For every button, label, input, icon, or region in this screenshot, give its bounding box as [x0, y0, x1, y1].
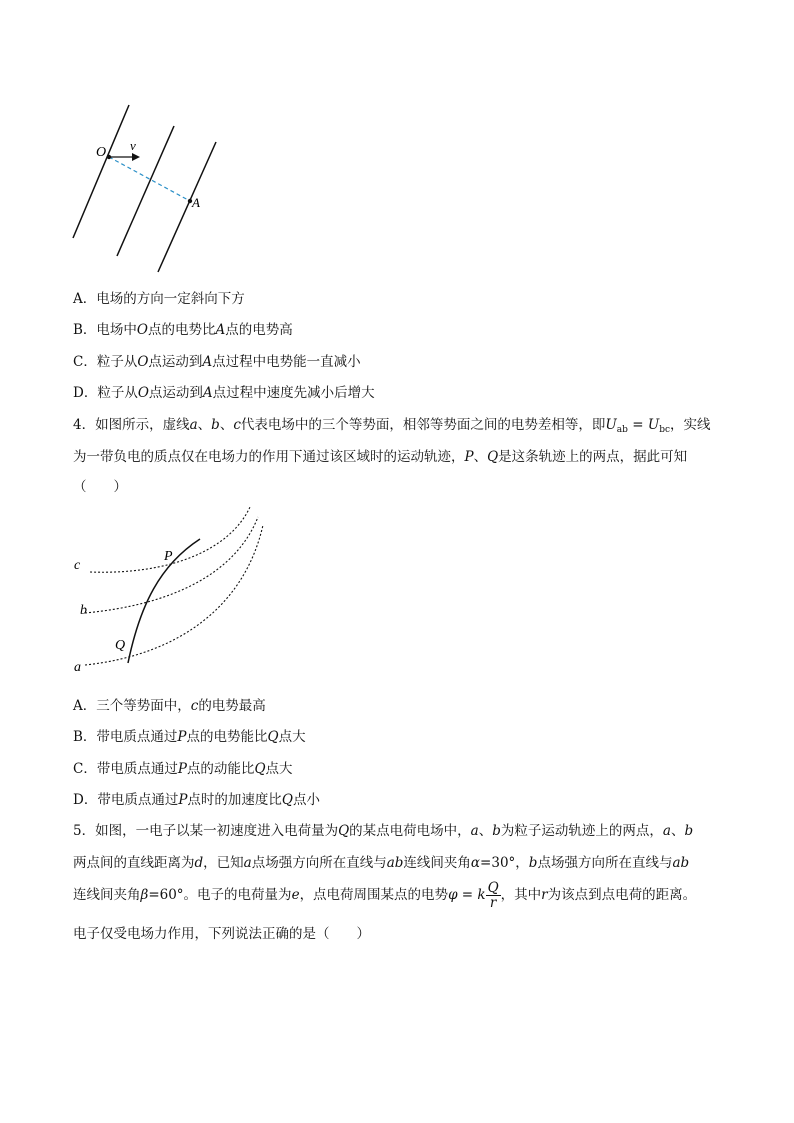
q5-stem-line-2: 两点间的直线距离为d，已知a点场强方向所在直线与ab连线间夹角α=30°，b点场强方向所在直线与ab: [73, 855, 690, 871]
equipotential-b: [85, 517, 258, 613]
equipotential-a: [85, 525, 263, 665]
q5-stem-line-1: 5．如图，一电子以某一初速度进入电荷量为Q的某点电荷电场中，a、b为粒子运动轨迹上的两点，a、b: [73, 823, 694, 839]
q4-option-a: A．三个等势面中，c的电势最高: [73, 698, 266, 714]
point-o: [107, 155, 111, 159]
label-b: b: [80, 603, 87, 618]
q3-option-a: A．电场的方向一定斜向下方: [73, 291, 245, 307]
field-line-1: [73, 105, 129, 238]
q4-option-b: B．带电质点通过P点的电势能比Q点大: [73, 729, 306, 745]
label-p: P: [164, 549, 173, 564]
q4-option-d: D．带电质点通过P点时的加速度比Q点小: [73, 792, 320, 808]
q4-stem-line-2: 为一带负电的质点仅在电场力的作用下通过该区域时的运动轨迹，P、Q是这条轨迹上的两点，据此可知: [73, 449, 688, 465]
q5-stem-line-4: 电子仅受电场力作用，下列说法正确的是（ ）: [73, 926, 370, 942]
field-line-2: [117, 126, 174, 256]
velocity-arrowhead: [132, 153, 140, 161]
label-q: Q: [115, 638, 126, 653]
q3-option-d: D．粒子从O点运动到A点过程中速度先减小后增大: [73, 385, 375, 401]
label-o: O: [96, 145, 107, 160]
oa-dashed-line: [109, 157, 190, 201]
q5-stem-line-3: 连线间夹角β=60°。电子的电荷量为e，点电荷周围某点的电势φ = k $\frac{Q}{r}$ ，其中r为该点到点电荷的距离。: [73, 880, 697, 911]
q4-option-c: C．带电质点通过P点的动能比Q点大: [73, 761, 293, 777]
figure-field-lines: [60, 100, 230, 280]
q4-stem-line-3: （ ）: [73, 479, 127, 495]
label-a: A: [192, 195, 200, 210]
q3-option-b: B．电场中O点的电势比A点的电势高: [73, 322, 293, 338]
q3-option-c: C．粒子从O点运动到A点过程中电势能一直减小: [73, 354, 361, 370]
formula-fraction: $\frac{Q}{r}$: [487, 880, 499, 911]
q4-stem-line-1: 4．如图所示，虚线a、b、c代表电场中的三个等势面，相邻等势面之间的电势差相等，即$U_{ab} = U_{bc}$，实线: [73, 417, 711, 435]
potential-formula: φ = k: [448, 887, 486, 903]
figure-equipotential: [60, 495, 280, 685]
label-a: a: [74, 660, 81, 675]
label-v: v: [130, 138, 136, 153]
label-c: c: [74, 558, 81, 573]
field-line-3: [158, 142, 216, 272]
